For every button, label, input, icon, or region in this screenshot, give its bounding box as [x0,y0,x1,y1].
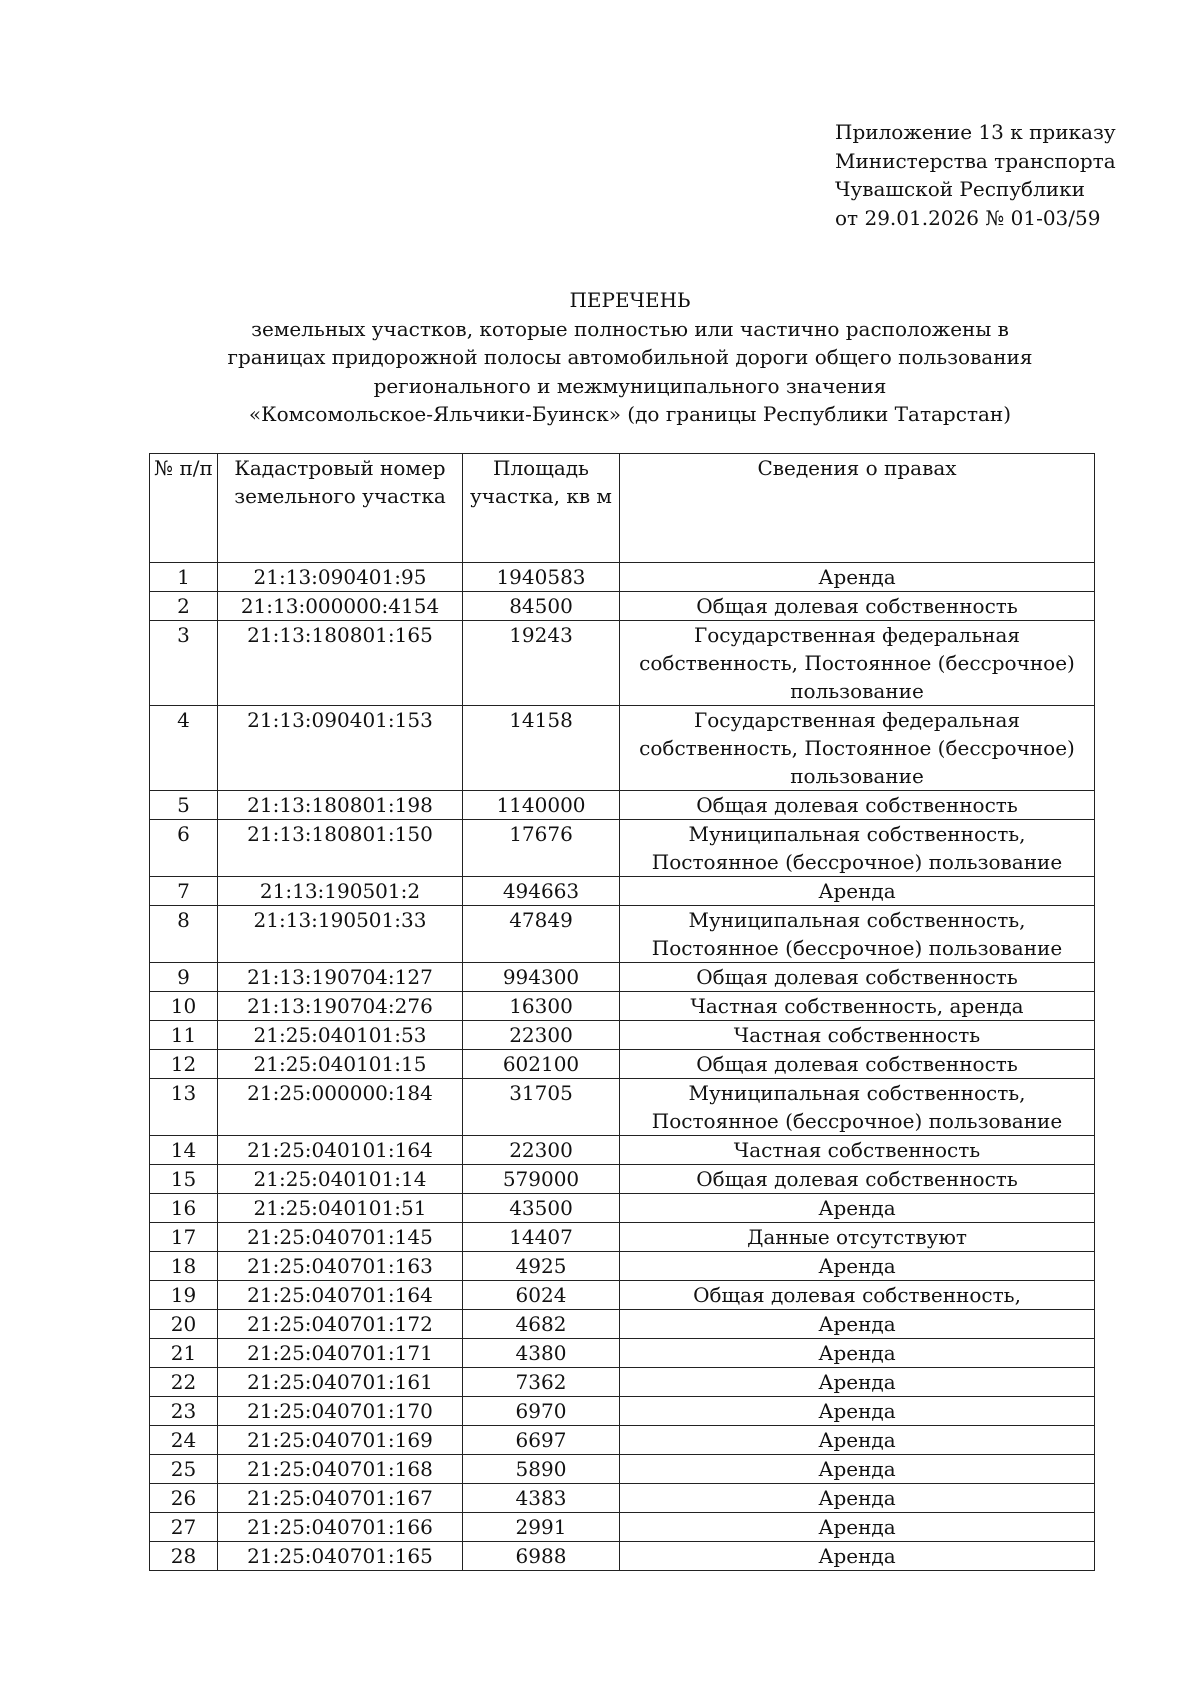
table-row [150,1426,1095,1455]
cell-cadastral-number: 21:25:040701:161 [218,1368,463,1397]
cell-cadastral-number: 21:13:180801:198 [218,791,463,820]
table-row [150,1252,1095,1281]
cell-area: 14407 [463,1223,620,1252]
cell-area: 22300 [463,1021,620,1050]
document-heading [160,286,1100,429]
cell-number: 17 [150,1223,218,1252]
cell-cadastral-number: 21:13:190501:33 [218,906,463,963]
header-cadastral-number: Кадастровый номер земельного участка [218,454,463,563]
cell-area: 7362 [463,1368,620,1397]
cell-area: 14158 [463,706,620,791]
document-subtitle-line: границах придорожной полосы автомобильной дороги общего пользования [227,345,1033,369]
cell-cadastral-number: 21:25:040701:165 [218,1542,463,1571]
cell-rights: Аренда [620,1455,1095,1484]
cell-rights: Аренда [620,1542,1095,1571]
table-row [150,1455,1095,1484]
table-row [150,820,1095,877]
land-plots-table [149,453,1095,1571]
cell-cadastral-number: 21:25:040701:166 [218,1513,463,1542]
cell-cadastral-number: 21:25:000000:184 [218,1079,463,1136]
cell-cadastral-number: 21:13:000000:4154 [218,592,463,621]
table-row [150,1397,1095,1426]
cell-area: 1940583 [463,563,620,592]
cell-area: 6988 [463,1542,620,1571]
cell-cadastral-number: 21:25:040101:14 [218,1165,463,1194]
cell-number: 6 [150,820,218,877]
cell-number: 22 [150,1368,218,1397]
cell-area: 17676 [463,820,620,877]
cell-number: 28 [150,1542,218,1571]
cell-number: 20 [150,1310,218,1339]
cell-rights: Аренда [620,1368,1095,1397]
table-row [150,592,1095,621]
document-subtitle-line: «Комсомольское-Яльчики-Буинск» (до границы Республики Татарстан) [248,402,1012,426]
table-row [150,1310,1095,1339]
cell-rights: Частная собственность [620,1021,1095,1050]
cell-rights: Общая долевая собственность [620,1165,1095,1194]
cell-area: 19243 [463,621,620,706]
document-title: ПЕРЕЧЕНЬ [569,288,691,312]
cell-cadastral-number: 21:25:040701:167 [218,1484,463,1513]
cell-area: 602100 [463,1050,620,1079]
cell-number: 19 [150,1281,218,1310]
cell-number: 11 [150,1021,218,1050]
cell-rights: Аренда [620,1484,1095,1513]
appendix-reference [835,118,1116,232]
cell-area: 994300 [463,963,620,992]
cell-rights: Общая долевая собственность [620,1050,1095,1079]
table-row [150,1223,1095,1252]
table-row [150,963,1095,992]
cell-cadastral-number: 21:25:040101:53 [218,1021,463,1050]
cell-area: 4380 [463,1339,620,1368]
cell-cadastral-number: 21:25:040701:172 [218,1310,463,1339]
cell-number: 24 [150,1426,218,1455]
cell-area: 43500 [463,1194,620,1223]
document-subtitle-line: земельных участков, которые полностью или частично расположены в [251,316,1009,341]
table-row [150,1194,1095,1223]
cell-rights: Аренда [620,877,1095,906]
cell-number: 9 [150,963,218,992]
document-subtitle-line: регионального и межмуниципального значения [373,373,887,398]
header-number: № п/п [150,454,218,563]
cell-cadastral-number: 21:13:190501:2 [218,877,463,906]
cell-rights: Муниципальная собственность, Постоянное (бессрочное) пользование [620,820,1095,877]
cell-rights: Данные отсутствуют [620,1223,1095,1252]
cell-area: 22300 [463,1136,620,1165]
cell-rights: Общая долевая собственность [620,963,1095,992]
table-row [150,1050,1095,1079]
cell-cadastral-number: 21:13:090401:95 [218,563,463,592]
cell-number: 27 [150,1513,218,1542]
cell-rights: Частная собственность, аренда [620,992,1095,1021]
cell-cadastral-number: 21:25:040101:15 [218,1050,463,1079]
cell-number: 21 [150,1339,218,1368]
cell-number: 23 [150,1397,218,1426]
cell-number: 25 [150,1455,218,1484]
cell-rights: Общая долевая собственность [620,791,1095,820]
cell-number: 18 [150,1252,218,1281]
table-row [150,1079,1095,1136]
cell-area: 6697 [463,1426,620,1455]
table-row [150,1368,1095,1397]
table-row [150,877,1095,906]
cell-number: 5 [150,791,218,820]
cell-number: 3 [150,621,218,706]
cell-cadastral-number: 21:13:090401:153 [218,706,463,791]
cell-cadastral-number: 21:25:040701:163 [218,1252,463,1281]
cell-cadastral-number: 21:25:040701:164 [218,1281,463,1310]
cell-cadastral-number: 21:25:040701:171 [218,1339,463,1368]
cell-rights: Аренда [620,1339,1095,1368]
cell-rights: Аренда [620,1397,1095,1426]
cell-number: 2 [150,592,218,621]
appendix-line: Приложение 13 к приказу [835,120,1116,144]
cell-area: 5890 [463,1455,620,1484]
cell-rights: Муниципальная собственность, Постоянное (бессрочное) пользование [620,906,1095,963]
cell-cadastral-number: 21:13:190704:276 [218,992,463,1021]
cell-rights: Государственная федеральная собственность, Постоянное (бессрочное) пользование [620,706,1095,791]
cell-cadastral-number: 21:13:180801:150 [218,820,463,877]
header-rights: Сведения о правах [620,454,1095,563]
cell-number: 13 [150,1079,218,1136]
table-row [150,1513,1095,1542]
cell-rights: Государственная федеральная собственность, Постоянное (бессрочное) пользование [620,621,1095,706]
table-row [150,906,1095,963]
cell-rights: Общая долевая собственность, [620,1281,1095,1310]
cell-area: 31705 [463,1079,620,1136]
cell-rights: Аренда [620,1310,1095,1339]
cell-area: 579000 [463,1165,620,1194]
cell-rights: Аренда [620,1513,1095,1542]
cell-cadastral-number: 21:25:040701:145 [218,1223,463,1252]
cell-number: 7 [150,877,218,906]
cell-rights: Аренда [620,1252,1095,1281]
table-row [150,1021,1095,1050]
cell-area: 2991 [463,1513,620,1542]
cell-cadastral-number: 21:13:180801:165 [218,621,463,706]
cell-rights: Частная собственность [620,1136,1095,1165]
cell-area: 4682 [463,1310,620,1339]
table-row [150,1542,1095,1571]
cell-rights: Муниципальная собственность, Постоянное (бессрочное) пользование [620,1079,1095,1136]
cell-cadastral-number: 21:25:040101:51 [218,1194,463,1223]
cell-number: 4 [150,706,218,791]
table-row [150,621,1095,706]
cell-rights: Аренда [620,563,1095,592]
cell-area: 6024 [463,1281,620,1310]
cell-number: 14 [150,1136,218,1165]
cell-area: 4383 [463,1484,620,1513]
cell-number: 26 [150,1484,218,1513]
table-row [150,791,1095,820]
cell-cadastral-number: 21:25:040701:168 [218,1455,463,1484]
cell-number: 16 [150,1194,218,1223]
table-header-row [150,454,1095,563]
cell-cadastral-number: 21:25:040101:164 [218,1136,463,1165]
cell-area: 1140000 [463,791,620,820]
table-body [150,563,1095,1571]
cell-number: 10 [150,992,218,1021]
cell-number: 12 [150,1050,218,1079]
table-row [150,1484,1095,1513]
table-row [150,1281,1095,1310]
appendix-line: от 29.01.2026 № 01-03/59 [835,205,1101,230]
cell-area: 494663 [463,877,620,906]
table-row [150,1165,1095,1194]
cell-cadastral-number: 21:25:040701:170 [218,1397,463,1426]
cell-rights: Общая долевая собственность [620,592,1095,621]
cell-area: 4925 [463,1252,620,1281]
table-row [150,1339,1095,1368]
table-row [150,563,1095,592]
table-row [150,1136,1095,1165]
cell-number: 8 [150,906,218,963]
cell-cadastral-number: 21:13:190704:127 [218,963,463,992]
cell-area: 16300 [463,992,620,1021]
cell-cadastral-number: 21:25:040701:169 [218,1426,463,1455]
cell-area: 6970 [463,1397,620,1426]
cell-number: 1 [150,563,218,592]
appendix-line: Чувашской Республики [835,177,1085,201]
cell-rights: Аренда [620,1194,1095,1223]
cell-area: 47849 [463,906,620,963]
cell-number: 15 [150,1165,218,1194]
appendix-line: Министерства транспорта [835,148,1116,173]
header-area: Площадь участка, кв м [463,454,620,563]
table-row [150,992,1095,1021]
table-row [150,706,1095,791]
cell-area: 84500 [463,592,620,621]
cell-rights: Аренда [620,1426,1095,1455]
